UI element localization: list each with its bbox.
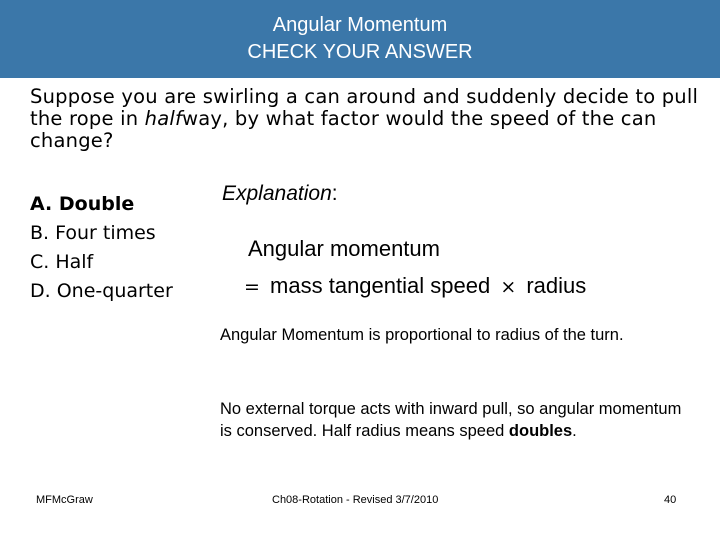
choice-b: B. Four times: [30, 222, 156, 244]
slide-title-line2: CHECK YOUR ANSWER: [247, 41, 473, 63]
explanation-heading: [222, 182, 338, 206]
question-part2: way, by what factor would the speed of the can change?: [30, 107, 657, 152]
question-text: [30, 86, 715, 152]
question-emphasis: half: [144, 107, 183, 130]
para2-text: No external torque acts with inward pull, so angular momentum is conserved. Half radius means speed: [220, 400, 682, 440]
footer-chapter: Ch08-Rotation - Revised 3/7/2010: [272, 494, 439, 506]
footer-author: MFMcGraw: [36, 494, 93, 506]
slide-title-line1: Angular Momentum: [272, 14, 448, 36]
times-symbol: ×: [500, 276, 517, 298]
para2-bold: doubles: [508, 422, 573, 440]
formula-line1: Angular momentum: [248, 236, 440, 261]
question-part1: Suppose you are swirling a can around and suddenly decide to pull the rope in: [30, 85, 699, 130]
explanation-paragraph-2: [220, 398, 690, 442]
choice-d: D. One-quarter: [30, 280, 173, 302]
choice-c: C. Half: [30, 251, 94, 273]
para2-end: .: [572, 422, 577, 440]
formula-radius: radius: [526, 273, 587, 298]
answer-choices: [30, 190, 220, 306]
slide-title-bar: [0, 0, 720, 78]
explanation-paragraph-1: Angular Momentum is proportional to radius of the turn.: [220, 326, 624, 344]
choice-a: A. Double: [30, 193, 135, 215]
explanation-colon: :: [331, 182, 338, 205]
formula: [240, 230, 700, 306]
explanation-label: Explanation: [222, 182, 332, 205]
formula-line2: [240, 267, 700, 306]
formula-mass-speed: mass tangential speed: [270, 273, 491, 298]
equals-symbol: =: [244, 276, 260, 298]
footer-page-number: 40: [664, 494, 677, 506]
